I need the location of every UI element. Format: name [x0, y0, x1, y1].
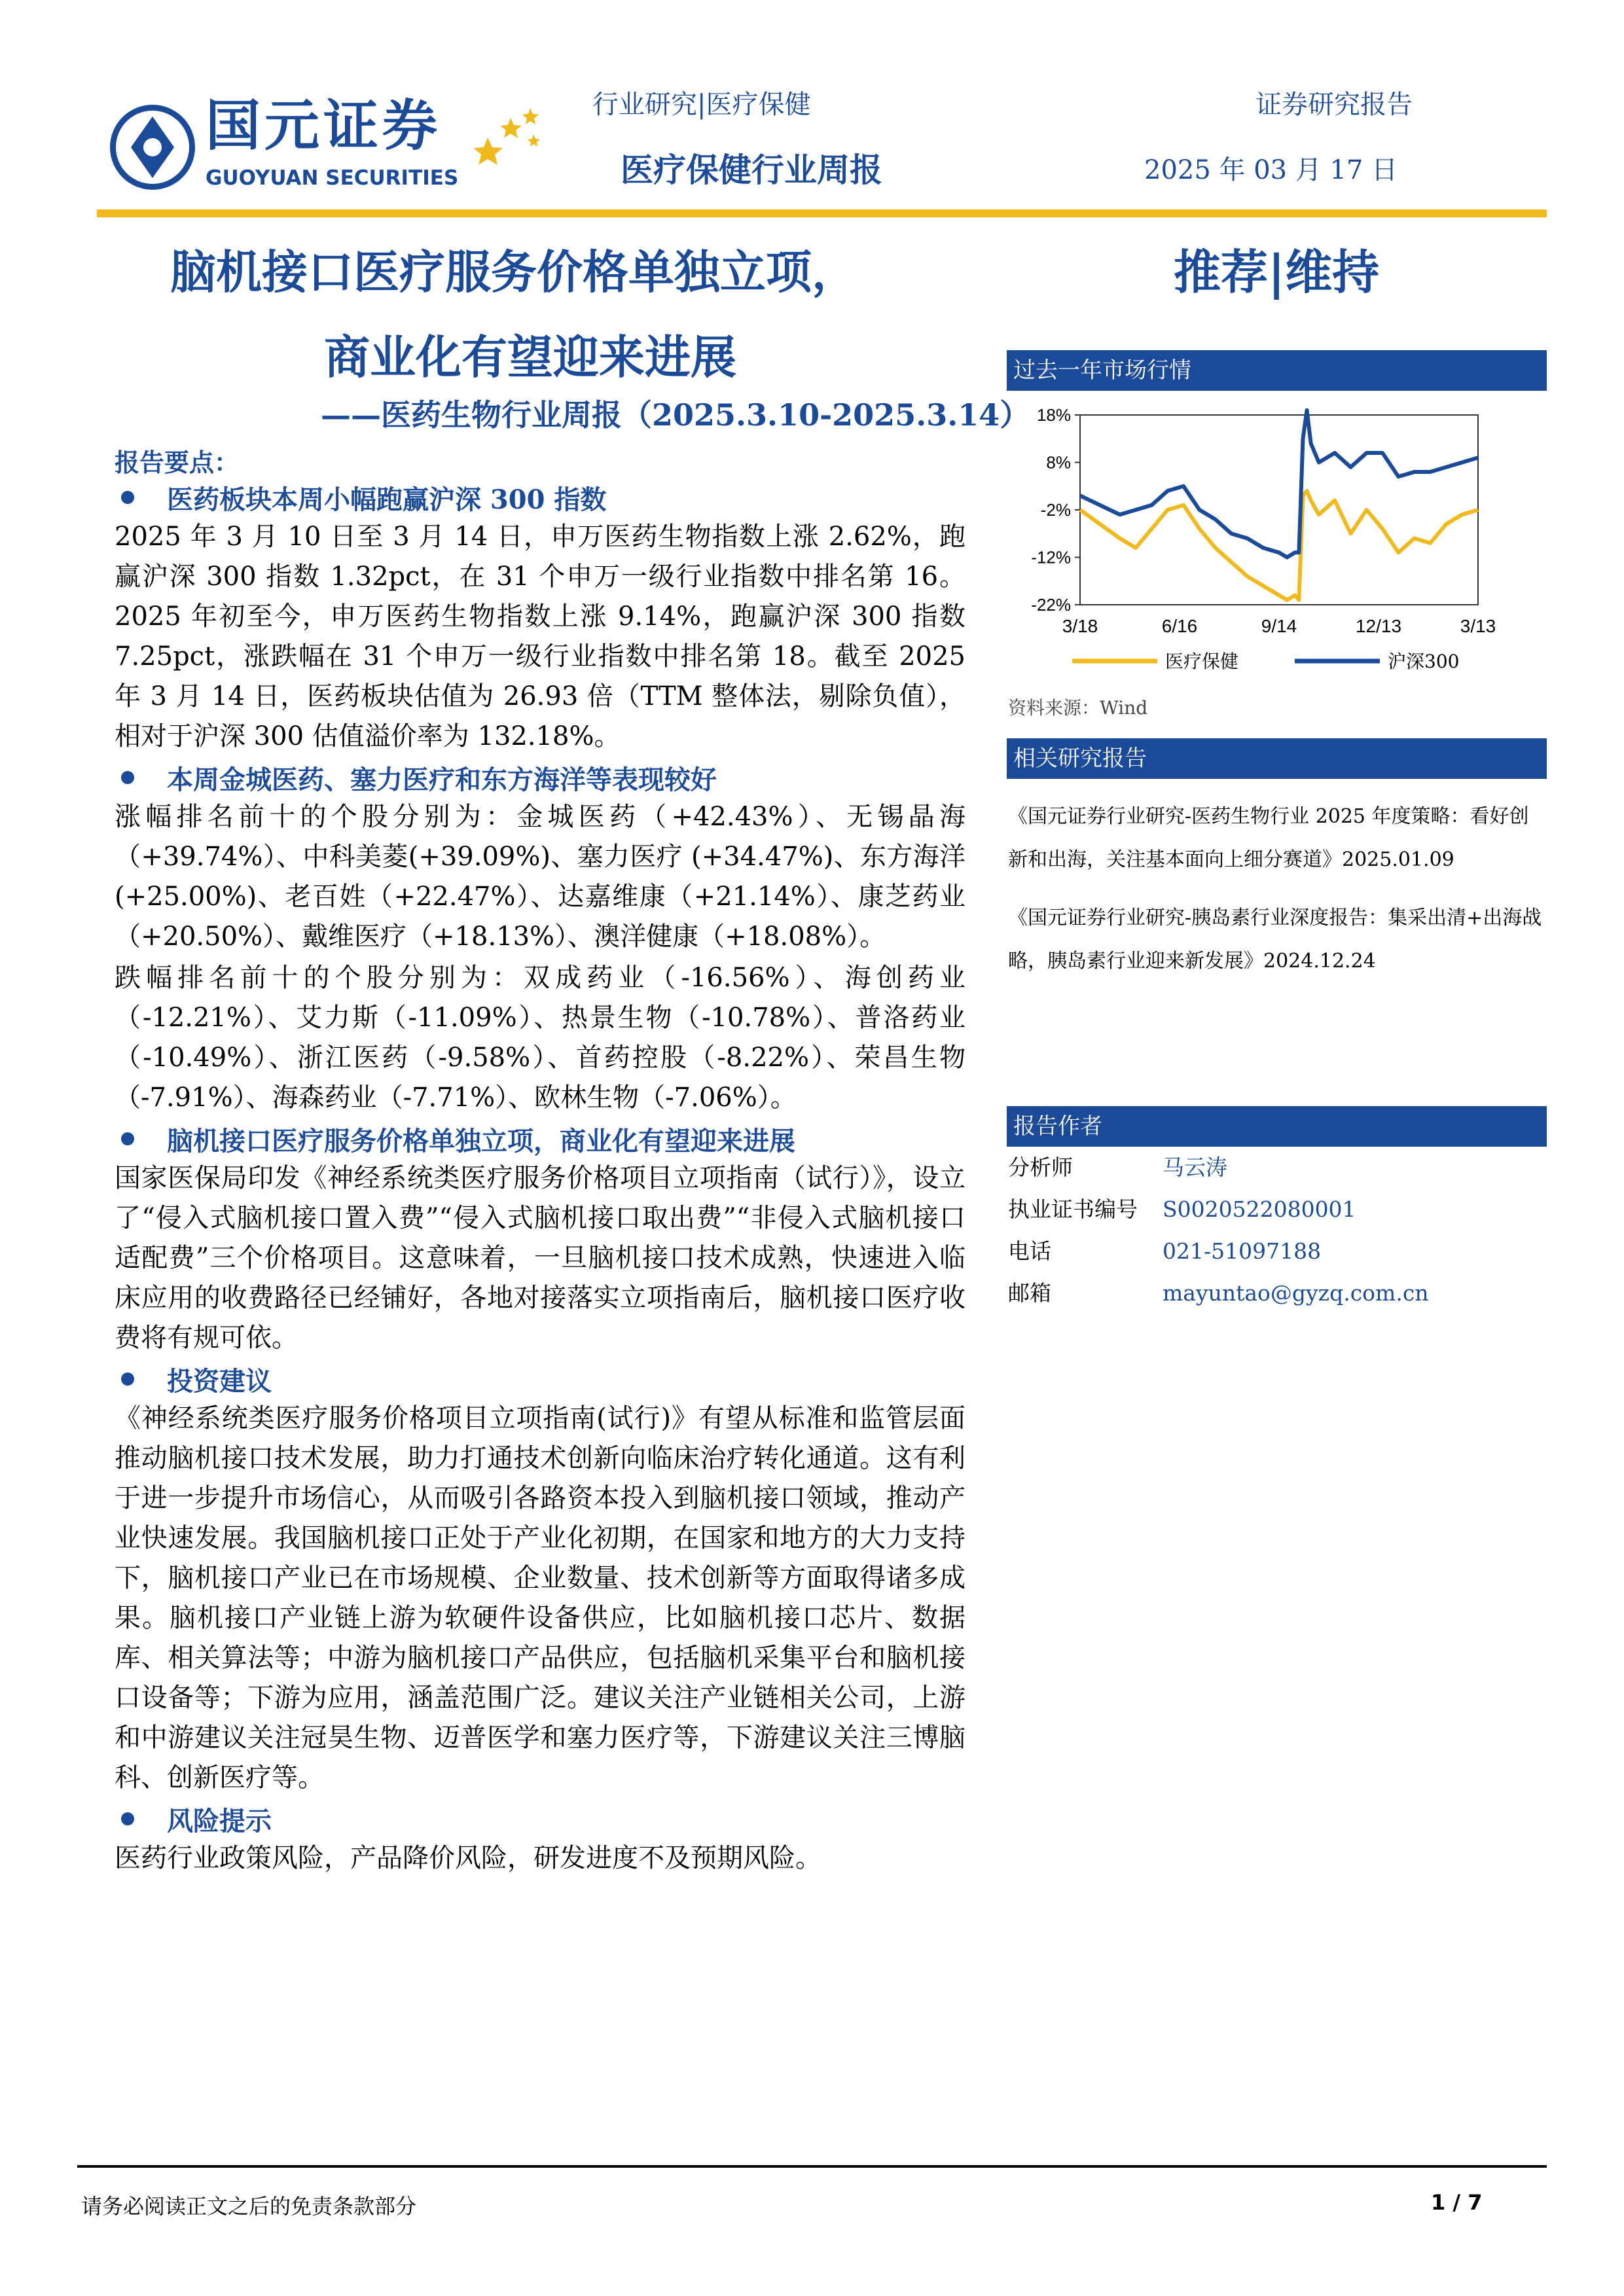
page-title-line2: 商业化有望迎来进展	[324, 330, 736, 384]
section-heading: 医药板块本周小幅跑赢沪深 300 指数	[115, 478, 965, 517]
section-heading: 风险提示	[115, 1799, 965, 1839]
page-subtitle: ——医药生物行业周报（2025.3.10-2025.3.14）	[321, 397, 1030, 433]
related-report-item[interactable]: 《国元证券行业研究-胰岛素行业深度报告：集采出清+出海战略，胰岛素行业迎来新发展》2024.12.24	[1008, 906, 1542, 973]
section	[115, 758, 965, 1118]
section-paragraph: 国家医保局印发《神经系统类医疗服务价格项目立项指南（试行）》，设立了“侵入式脑机接口置入费”“侵入式脑机接口取出费”“非侵入式脑机接口适配费”三个价格项目。这意味着，一旦脑机接口技术成熟，快速进入临床应用的收费路径已经铺好，各地对接落实立项指南后，脑机接口医疗收费将有规可依。	[115, 1163, 965, 1353]
author-label: 电话	[1008, 1238, 1051, 1264]
section-heading: 本周金城医药、塞力医疗和东方海洋等表现较好	[115, 758, 965, 797]
section-paragraph: 医药行业政策风险，产品降价风险，研发进度不及预期风险。	[115, 1843, 821, 1873]
header-report-type: 证券研究报告	[1255, 90, 1413, 120]
legend-label: 医疗保健	[1165, 651, 1239, 672]
bullet-dot-icon	[121, 491, 134, 504]
header-category: 行业研究|医疗保健	[592, 90, 811, 120]
section-heading: 投资建议	[115, 1359, 965, 1399]
page-title-line1: 脑机接口医疗服务价格单独立项，	[170, 245, 857, 299]
logo-text-cn: 国元证券	[206, 94, 442, 158]
x-tick-label: 3/18	[1062, 616, 1098, 636]
header-date: 2025 年 03 月 17 日	[1144, 155, 1398, 185]
y-tick-label: 18%	[1036, 405, 1071, 425]
y-tick-label: -22%	[1031, 595, 1071, 615]
page-number: 1 / 7	[1431, 2190, 1483, 2215]
chart-source: 资料来源：Wind	[1008, 697, 1148, 719]
section-paragraph: 涨幅排名前十的个股分别为：金城医药（+42.43%）、无锡晶海（+39.74%）、中科美菱(+39.09%)、塞力医疗 (+34.47%)、东方海洋(+25.00%)、老百姓（+22.47%）、达嘉维康（+21.14%）、康芝药业（+20.50%）、戴维医疗（+18.13%）、澳洋健康（+18.08%）。	[115, 802, 965, 952]
section-paragraph: 《神经系统类医疗服务价格项目立项指南(试行)》有望从标准和监管层面推动脑机接口技术发展，助力打通技术创新向临床治疗转化通道。这有利于进一步提升市场信心，从而吸引各路资本投入到脑机接口领域，推动产业快速发展。我国脑机接口正处于产业化初期，在国家和地方的大力支持下，脑机接口产业已在市场规模、企业数量、技术创新等方面取得诸多成果。脑机接口产业链上游为软硬件设备供应，比如脑机接口芯片、数据库、相关算法等；中游为脑机接口产品供应，包括脑机采集平台和脑机接口设备等；下游为应用，涵盖范围广泛。建议关注产业链相关公司，上游和中游建议关注冠昊生物、迈普医学和塞力医疗等，下游建议关注三博脑科、创新医疗等。	[115, 1403, 965, 1793]
market-section-title: 过去一年市场行情	[1007, 350, 1547, 391]
author-value: 021-51097188	[1163, 1238, 1322, 1264]
section	[115, 1119, 965, 1358]
section-paragraph: 2025 年 3 月 10 日至 3 月 14 日，申万医药生物指数上涨 2.62%，跑赢沪深 300 指数 1.32pct，在 31 个申万一级行业指数中排名第 16。2025 年初至今，申万医药生物指数上涨 9.14%，跑赢沪深 300 指数 7.25pct，涨跌幅在 31 个申万一级行业指数中排名第 18。截至 2025 年 3 月 14 日，医药板块估值为 26.93 倍（TTM 整体法，剔除负值），相对于沪深 300 估值溢价率为 132.18%。	[115, 522, 965, 751]
y-tick-label: 8%	[1046, 452, 1071, 473]
y-tick-label: -12%	[1031, 547, 1071, 567]
related-section-title: 相关研究报告	[1007, 738, 1547, 779]
header-divider	[97, 209, 1547, 217]
bullet-dot-icon	[121, 1132, 134, 1145]
bullet-dot-icon	[121, 1812, 134, 1825]
bullet-dot-icon	[121, 1372, 134, 1386]
author-label: 执业证书编号	[1008, 1196, 1138, 1222]
author-label: 邮箱	[1008, 1280, 1051, 1306]
x-tick-label: 6/16	[1161, 616, 1198, 636]
author-value: S0020522080001	[1163, 1196, 1356, 1222]
y-tick-label: -2%	[1040, 500, 1071, 520]
author-value: 马云涛	[1163, 1155, 1227, 1180]
x-tick-label: 9/14	[1261, 616, 1297, 636]
x-tick-label: 3/13	[1460, 616, 1496, 636]
section	[115, 1799, 965, 1878]
section	[115, 1359, 965, 1798]
section	[115, 478, 965, 757]
market-chart	[1007, 401, 1550, 689]
author-section-title: 报告作者	[1007, 1106, 1547, 1147]
rating-badge: 推荐|维持	[1174, 244, 1380, 300]
author-row	[1008, 1230, 1545, 1272]
logo-stars-icon	[475, 98, 547, 173]
bullet-dot-icon	[121, 771, 134, 784]
x-tick-label: 12/13	[1355, 616, 1402, 636]
related-report-item[interactable]: 《国元证券行业研究-医药生物行业 2025 年度策略：看好创新和出海，关注基本面向上细分赛道》2025.01.09	[1008, 805, 1529, 871]
legend-label: 沪深300	[1388, 651, 1460, 672]
section-heading: 脑机接口医疗服务价格单独立项，商业化有望迎来进展	[115, 1119, 965, 1158]
header-report-title: 医疗保健行业周报	[621, 151, 882, 189]
footer-divider	[77, 2165, 1547, 2168]
author-label: 分析师	[1008, 1155, 1073, 1180]
author-row	[1008, 1147, 1545, 1189]
main-content	[115, 478, 965, 1880]
section-paragraph: 跌幅排名前十的个股分别为：双成药业（-16.56%）、海创药业（-12.21%）、艾力斯（-11.09%）、热景生物（-10.78%）、普洛药业（-10.49%）、浙江医药（-9.58%）、首药控股（-8.22%）、荣昌生物（-7.91%）、海森药业（-7.71%）、欧林生物（-7.06%）。	[115, 963, 965, 1113]
logo-mark-icon	[110, 105, 195, 190]
logo-text-en: GUOYUAN SECURITIES	[206, 166, 459, 190]
key-points-label: 报告要点：	[115, 448, 240, 477]
footer-disclaimer: 请务必阅读正文之后的免责条款部分	[81, 2194, 417, 2219]
author-email-link[interactable]: mayuntao@gyzq.com.cn	[1163, 1280, 1429, 1306]
series-line	[1080, 410, 1478, 558]
author-row	[1008, 1272, 1545, 1314]
author-row	[1008, 1189, 1545, 1230]
